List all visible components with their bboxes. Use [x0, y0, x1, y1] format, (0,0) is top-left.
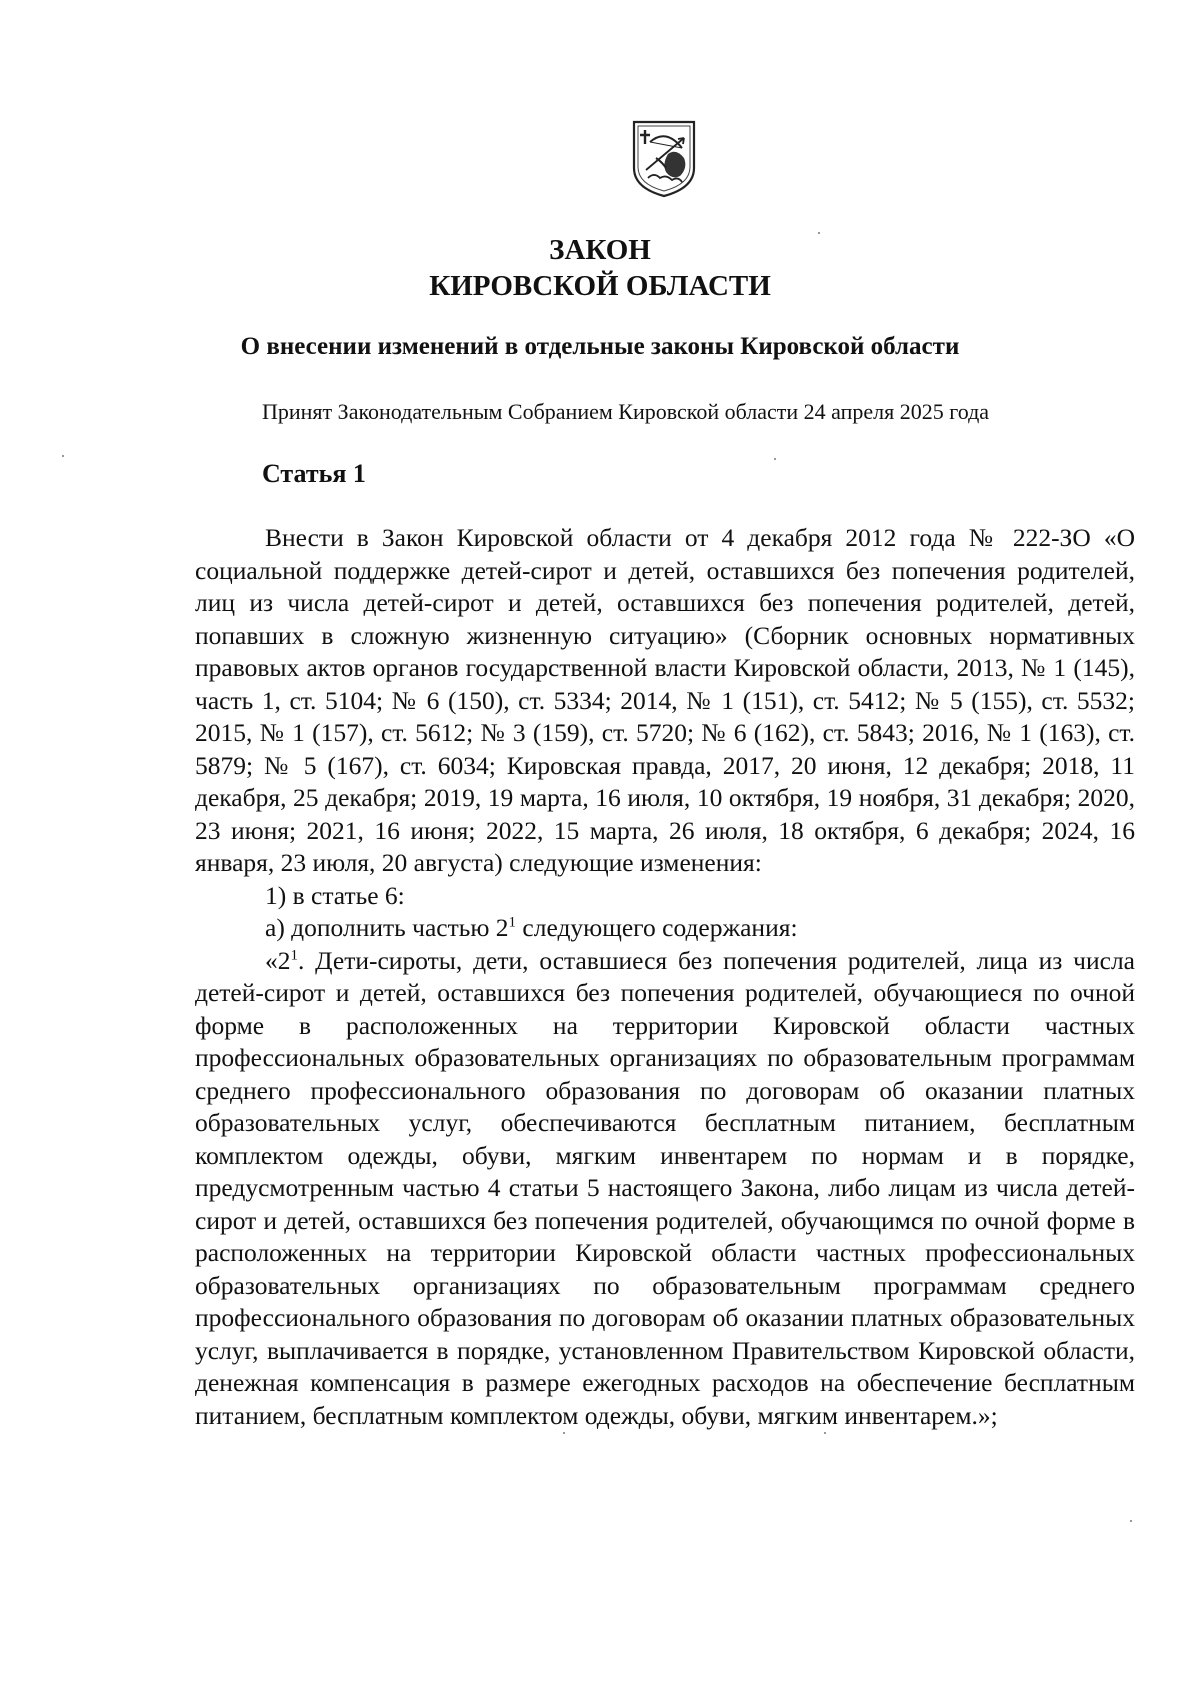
item-1a-text: а) дополнить частью 2	[265, 913, 509, 942]
item-1: 1) в статье 6:	[265, 880, 405, 910]
scan-speck	[824, 1432, 826, 1434]
quoted-part-number: «2	[265, 945, 291, 975]
law-subject: О внесении изменений в отдельные законы Кировской области	[240, 333, 960, 360]
item-1a-sup: 1	[508, 914, 517, 931]
item-1a	[195, 912, 1135, 945]
adoption-note: Принят Законодательным Собранием Кировской области 24 апреля 2025 года	[262, 399, 990, 424]
scan-speck	[563, 1432, 565, 1434]
article-intro-paragraph: Внести в Закон Кировской области от 4 декабря 2012 года № 222-ЗО «О социальной поддержке детей-сирот и детей, оставшихся без попечения родителей, лиц из числа детей-сирот и детей, оставшихся без попечения родителей, детей, попавших в сложную жизненную ситуацию» (Сборник основных нормативных правовых актов органов государственной власти Кировской области, 2013, № 1 (145), часть 1, ст. 5104; № 6 (150), ст. 5334; 2014, № 1 (151), ст. 5412; № 5 (155), ст. 5532; 2015, № 1 (157), ст. 5612; № 3 (159), ст. 5720; № 6 (162), ст. 5843; 2016, № 1 (163), ст. 5879; № 5 (167), ст. 6034; Кировская правда, 2017, 20 июня, 12 декабря; 2018, 11 декабря, 25 декабря; 2019, 19 марта, 16 июля, 10 октября, 19 ноября, 31 декабря; 2020, 23 июня; 2021, 16 июня; 2022, 15 марта, 26 июля, 18 октября, 6 декабря; 2024, 16 января, 23 июля, 20 августа) следующие изменения:	[195, 523, 1135, 877]
quoted-part-paragraph	[195, 945, 1135, 1433]
article-body	[195, 522, 1135, 1432]
scan-speck	[1130, 1520, 1132, 1522]
article-heading: Статья 1	[262, 459, 366, 488]
scan-speck	[818, 232, 820, 234]
law-title: ЗАКОН	[549, 234, 651, 266]
item-1a-text-end: следующего содержания:	[516, 913, 798, 942]
quoted-part-sup: 1	[290, 947, 298, 963]
scan-speck	[774, 458, 776, 460]
quoted-part-text: . Дети-сироты, дети, оставшиеся без попечения родителей, лица из числа детей-сирот и детей, оставшихся без попечения родителей, обучающиеся по очной форме в расположенных на территории Кировской области частных профессиональных образовательных организациях по образовательным программам среднего профессионального образования по договорам об оказании платных образовательных услуг, обеспечиваются бесплатным питанием, бесплатным комплектом одежды, обуви, мягким инвентарем по нормам и в порядке, предусмотренным частью 4 статьи 5 настоящего Закона, либо лицам из числа детей-сирот и детей, оставшихся без попечения родителей, обучающимся по очной форме в расположенных на территории Кировской области частных профессиональных образовательных организациях по образовательным программам среднего профессионального образования по договорам об оказании платных образовательных услуг, выплачивается в порядке, установленном Правительством Кировской области, денежная компенсация в размере ежегодных расходов на обеспечение бесплатным питанием, бесплатным комплектом одежды, обуви, мягким инвентарем.»;	[195, 945, 1135, 1430]
coat-of-arms-icon	[628, 118, 700, 200]
scan-speck	[62, 455, 64, 457]
law-region-title: КИРОВСКОЙ ОБЛАСТИ	[429, 270, 771, 302]
